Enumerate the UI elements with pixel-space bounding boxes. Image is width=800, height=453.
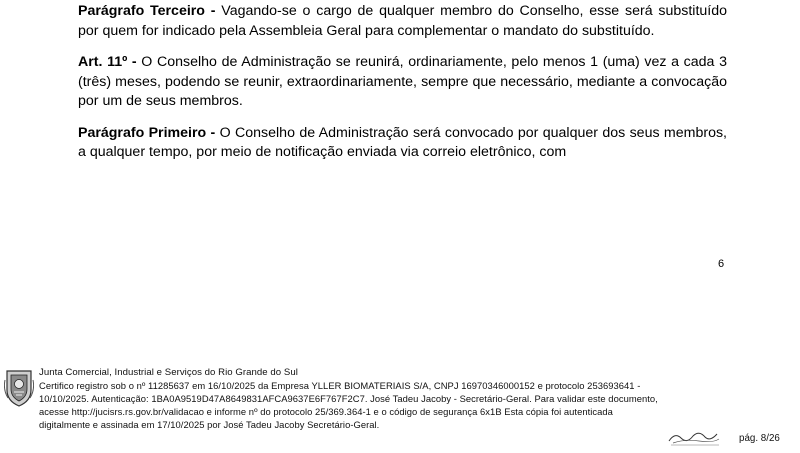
paragraph-text: Vagando-se o cargo de qualquer membro do Conselho, esse será substituído por quem for indicado pela Assembleia Geral para complementar o mandato do substituído.	[78, 3, 727, 39]
document-body	[78, 2, 727, 175]
paragraph-text: O Conselho de Administração se reunirá, ordinariamente, pelo menos 1 (uma) vez a cada 3 (três) meses, podendo se reunir, extraordinariamente, sempre que necessário, mediante a convocação por um de seus membros.	[78, 54, 727, 109]
certificate-line: acesse http://jucisrs.rs.gov.br/validacao e informe nº do protocolo 25/369.364-1 e o código de segurança 6x1B Esta cópia foi autenticada	[39, 406, 613, 417]
paragraph-primeiro	[78, 124, 727, 163]
certificate-line: Certifico registro sob o nº 11285637 em 16/10/2025 da Empresa YLLER BIOMATERIAIS S/A, CNPJ 16970346000152 e protocolo 253693641 -	[39, 380, 641, 391]
article-11	[78, 53, 727, 112]
certificate-line: digitalmente e assinada em 17/10/2025 por José Tadeu Jacoby Secretário-Geral.	[39, 419, 380, 430]
signature-icon	[665, 426, 723, 448]
registry-title: Junta Comercial, Industrial e Serviços do Rio Grande do Sul	[39, 367, 298, 378]
paragraph-terceiro	[78, 2, 727, 41]
certificate-text	[39, 366, 796, 431]
authentication-footer	[0, 360, 800, 450]
paragraph-text: O Conselho de Administração será convocado por qualquer dos seus membros, a qualquer tempo, por meio de notificação enviada via correio eletrônico, com	[78, 124, 727, 160]
page-number: 6	[718, 258, 725, 270]
paragraph-heading: Parágrafo Terceiro -	[78, 3, 216, 19]
certificate-line: 10/10/2025. Autenticação: 1BA0A9519D47A8649831AFCA9637E6F767F2C7. José Tadeu Jacoby - Secretário-Geral. Para validar este documento,	[39, 393, 658, 404]
coat-of-arms-icon	[4, 368, 34, 408]
paragraph-heading: Parágrafo Primeiro -	[78, 124, 216, 141]
page-counter: pág. 8/26	[739, 433, 780, 444]
paragraph-heading: Art. 11º -	[78, 54, 137, 70]
